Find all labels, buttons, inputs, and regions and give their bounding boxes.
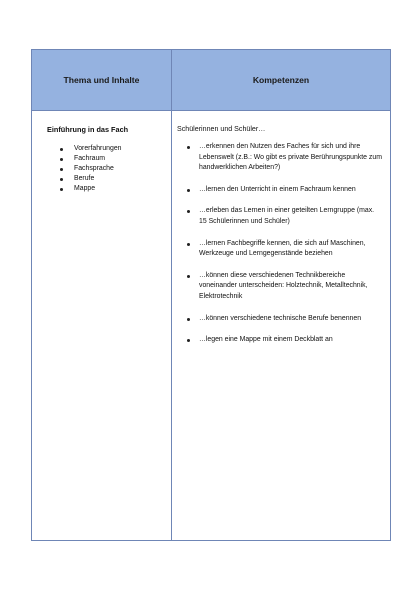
topic-list	[47, 144, 167, 194]
competence-text: …erleben das Lernen in einer geteilten Lerngruppe (max. 15 Schülerinnen und Schüler)	[199, 207, 375, 225]
bullet-icon	[60, 148, 63, 151]
topic-item	[47, 174, 167, 184]
topic-title: Einführung in das Fach	[47, 125, 129, 134]
header-topic-cell: Thema und Inhalte	[63, 75, 140, 85]
competence-text: …lernen den Unterricht in einem Fachraum kennen	[199, 185, 356, 193]
bullet-icon	[187, 318, 190, 321]
bullet-icon	[187, 146, 190, 149]
bullet-icon	[187, 210, 190, 213]
competence-text: …können diese verschiedenen Technikbereiche voneinander unterscheiden: Holztechnik, Metalltechnik, Elektrotechnik	[199, 271, 368, 300]
topic-item-text: Fachraum	[74, 155, 106, 162]
header-competences-cell: Kompetenzen	[252, 75, 310, 85]
topic-cell	[47, 125, 167, 194]
bullet-icon	[60, 178, 63, 181]
bullet-icon	[187, 243, 190, 246]
topic-item	[47, 144, 167, 154]
competence-item	[177, 335, 382, 346]
topic-item	[47, 164, 167, 174]
bullet-icon	[187, 339, 190, 342]
topic-item-text: Berufe	[74, 175, 95, 182]
competence-item	[177, 185, 382, 196]
competence-item	[177, 314, 382, 325]
bullet-icon	[60, 168, 63, 171]
bullet-icon	[187, 275, 190, 278]
topic-item-text: Mappe	[74, 185, 96, 192]
competences-cell	[177, 125, 382, 357]
topic-item	[47, 154, 167, 164]
competence-text: …legen eine Mappe mit einem Deckblatt an	[199, 336, 333, 344]
curriculum-table	[31, 49, 391, 541]
bullet-icon	[187, 189, 190, 192]
competence-text: …lernen Fachbegriffe kennen, die sich auf Maschinen, Werkzeuge und Lerngegenstände beziehen	[199, 239, 366, 258]
topic-item-text: Fachsprache	[74, 165, 114, 172]
competence-text: …erkennen den Nutzen des Faches für sich und ihre Lebenswelt (z.B.: Wo gibt es private Berührungspunkte zum handwerklichen Arbeiten?)	[199, 143, 382, 172]
topic-item	[47, 184, 167, 194]
competence-text: …können verschiedene technische Berufe benennen	[199, 314, 362, 322]
topic-item-text: Vorerfahrungen	[74, 145, 122, 152]
competence-item	[177, 142, 382, 174]
competence-item	[177, 206, 382, 227]
competences-list	[177, 142, 382, 346]
table-header-row	[32, 50, 390, 111]
column-divider	[171, 50, 172, 540]
competence-item	[177, 271, 382, 303]
competence-item	[177, 239, 382, 260]
competences-intro: Schülerinnen und Schüler…	[177, 125, 266, 133]
bullet-icon	[60, 158, 63, 161]
bullet-icon	[60, 188, 63, 191]
